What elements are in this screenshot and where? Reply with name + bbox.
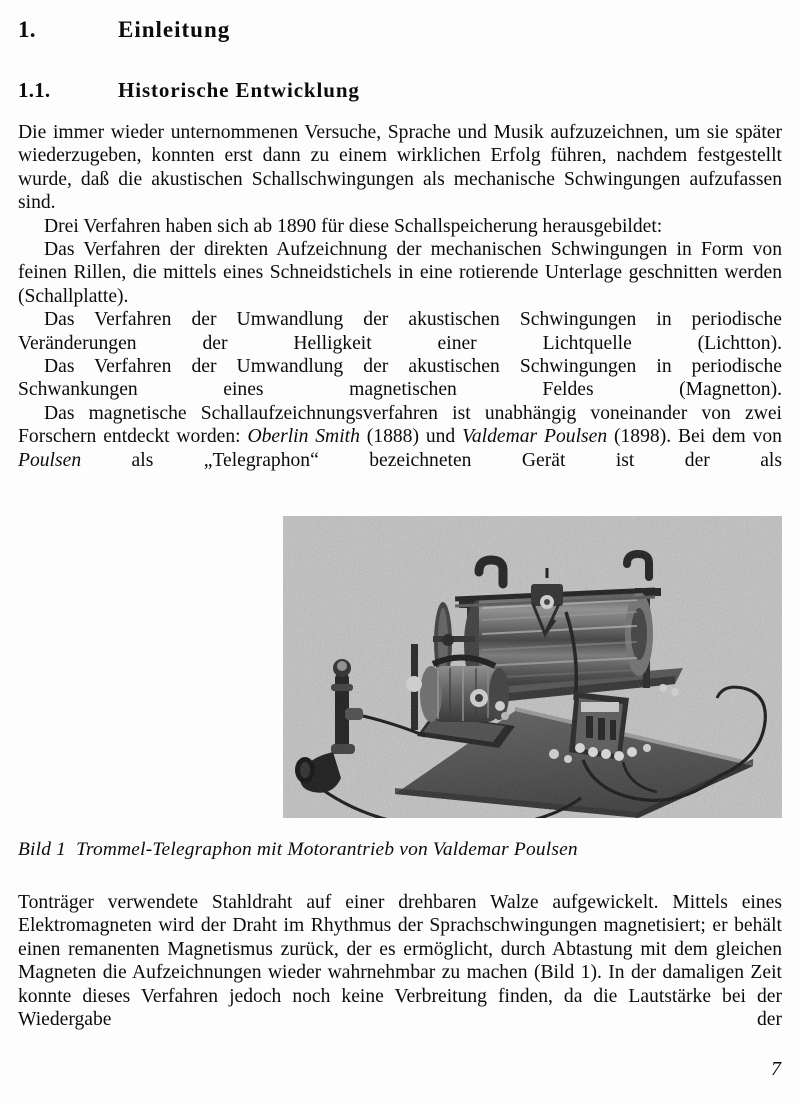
figure-caption-text: Trommel-Telegraphon mit Motorantrieb von Valdemar Poulsen (76, 839, 578, 860)
text-run: (1888) und (359, 426, 463, 448)
paragraph: Das Verfahren der Umwandlung der akustischen Schwingungen in periodische Schwankungen eines magnetischen Feldes (Magnetton). (18, 356, 782, 401)
page-number: 7 (771, 1058, 781, 1080)
paragraph: Das Verfahren der Umwandlung der akustischen Schwingungen in periodische Veränderungen der Helligkeit einer Lichtquelle (Lichtton). (18, 309, 782, 354)
paragraph: Tonträger verwendete Stahldraht auf einer drehbaren Walze aufgewickelt. Mittels eines Elektromagneten wird der Draht im Rhythmus der Sprachschwingungen magnetisiert; er behält einen remanenten Magnetismus zurück, der es ermöglicht, durch Abtastung mit dem gleichen Magneten die Aufzeichnungen wieder wahrnehmbar zu machen (Bild 1). In der damaligen Zeit konnte dieses Verfahren jedoch noch keine Verbreitung finden, da die Lautstärke bei der Wiedergabe der (18, 892, 782, 1031)
section-heading (18, 78, 782, 103)
researcher-name-smith: Oberlin Smith (247, 426, 360, 448)
figure-image (283, 516, 782, 818)
paragraph: Drei Verfahren haben sich ab 1890 für diese Schallspeicherung herausgebildet: (44, 215, 663, 237)
body-text-top (18, 121, 782, 472)
chapter-heading (18, 17, 782, 43)
chapter-number: 1. (18, 17, 36, 42)
body-text-bottom (18, 891, 782, 1031)
paragraph-with-names (18, 402, 782, 472)
chapter-title: Einleitung (118, 17, 231, 42)
text-run: (1898). Bei dem von (607, 426, 782, 448)
section-title: Historische Entwicklung (118, 78, 360, 102)
text-run: als „Telegraphon“ bezeichneten Gerät ist der als (81, 449, 782, 471)
text-run: Das magnetische Schallaufzeichnungsverfahren ist unabhängig voneinander von zwei Forschern entdeckt worden: (18, 402, 782, 448)
telegraphone-photograph (283, 516, 782, 818)
section-number: 1.1. (18, 78, 51, 102)
figure-caption (18, 838, 782, 862)
researcher-name-poulsen: Valdemar Poulsen (462, 426, 608, 448)
paragraph: Das Verfahren der direkten Aufzeichnung der mechanischen Schwingungen in Form von feinen Rillen, die mittels eines Schneidstichels in eine rotierende Unterlage geschnitten werden (Schallplatte). (18, 239, 782, 307)
figure-caption-label: Bild 1 (18, 839, 67, 860)
researcher-name-poulsen-short: Poulsen (18, 449, 82, 471)
paragraph: Die immer wieder unternommenen Versuche, Sprache und Musik aufzuzeichnen, um sie später wiederzugeben, konnten erst dann zu einem wirklichen Erfolg führen, nachdem festgestellt wurde, daß die akustischen Schallschwingungen als mechanische Schwingungen aufzufassen sind. (18, 122, 782, 214)
